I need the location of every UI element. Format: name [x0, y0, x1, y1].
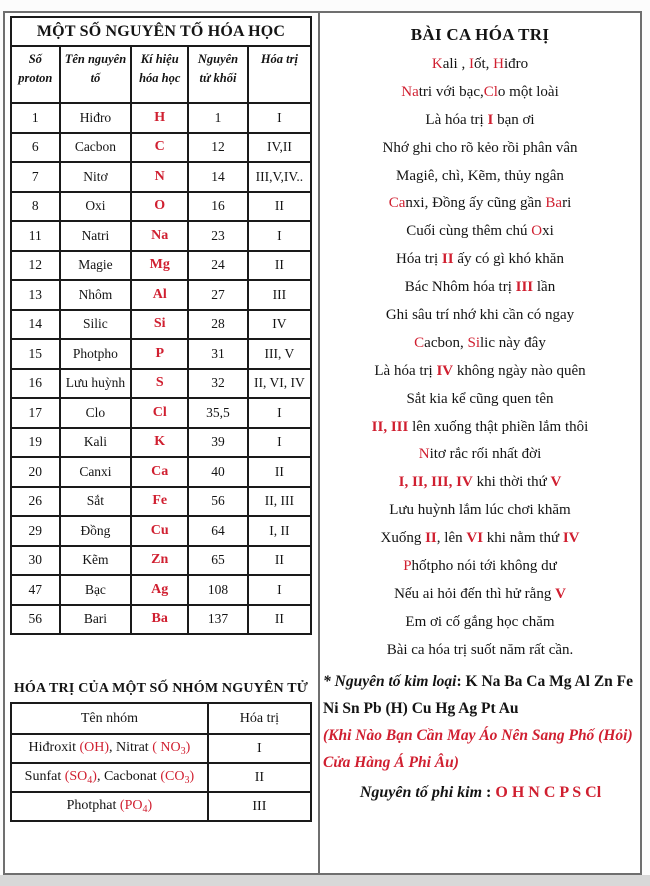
- text-segment: Nhớ ghi cho rõ kẻo rồi phân vân: [382, 139, 578, 156]
- name-cell: Nhôm: [60, 280, 132, 310]
- group-name-cell: [11, 763, 208, 792]
- column-header: Kí hiệu hóa học: [131, 46, 188, 103]
- groups-header-valence: Hóa trị: [208, 703, 311, 734]
- symbol-cell: Cu: [131, 516, 188, 546]
- element-row: [11, 398, 311, 428]
- text-segment: Lưu huỳnh lắm lúc chơi khăm: [389, 502, 571, 519]
- element-row: [11, 162, 311, 192]
- text-segment: nxi, Đồng ấy cũng gần: [405, 195, 546, 212]
- group-row: [11, 792, 311, 821]
- element-row: [11, 369, 311, 399]
- valence-cell: II: [248, 605, 311, 635]
- group-row: [11, 734, 311, 763]
- poem-line: [320, 525, 640, 553]
- name-cell: Natri: [60, 221, 132, 251]
- poem-line: [320, 637, 640, 665]
- text-segment: Ba: [545, 195, 563, 212]
- name-cell: Kẽm: [60, 546, 132, 576]
- valence-cell: I, II: [248, 516, 311, 546]
- symbol-cell: C: [131, 133, 188, 163]
- text-segment: o một loài: [497, 83, 559, 100]
- poem-line: [320, 246, 640, 274]
- poem-line: [320, 581, 640, 609]
- text-segment: II: [441, 251, 454, 268]
- text-segment: Sắt kia kể cũng quen tên: [406, 390, 554, 407]
- name-cell: Nitơ: [60, 162, 132, 192]
- text-segment: Xuống: [380, 530, 426, 547]
- text-segment: Sunfat: [24, 769, 65, 784]
- text-segment: ): [147, 798, 153, 813]
- text-segment: 4: [142, 804, 148, 815]
- poem-line: [320, 330, 640, 358]
- valence-cell: II, III: [248, 487, 311, 517]
- symbol-cell: O: [131, 192, 188, 222]
- text-segment: lic này đây: [480, 334, 546, 351]
- text-segment: ấy có gì khó khăn: [453, 251, 564, 268]
- mass-cell: 28: [188, 310, 248, 340]
- symbol-cell: Ca: [131, 457, 188, 487]
- proton-cell: 16: [11, 369, 60, 399]
- symbol-cell: Ba: [131, 605, 188, 635]
- valence-cell: I: [248, 398, 311, 428]
- column-header: Hóa trị: [248, 46, 311, 103]
- mass-cell: 65: [188, 546, 248, 576]
- metal-mnemonic: [320, 722, 640, 776]
- element-row: [11, 516, 311, 546]
- element-row: [11, 605, 311, 635]
- proton-cell: 56: [11, 605, 60, 635]
- text-segment: Photphat: [66, 798, 120, 813]
- mass-cell: 31: [188, 339, 248, 369]
- name-cell: Canxi: [60, 457, 132, 487]
- groups-table-header-row: [11, 703, 311, 734]
- elements-table-head: [11, 17, 311, 103]
- text-segment: 4: [87, 775, 93, 786]
- text-segment: III: [515, 279, 534, 296]
- valence-cell: I: [248, 221, 311, 251]
- element-row: [11, 280, 311, 310]
- valence-cell: II: [248, 457, 311, 487]
- group-valence-cell: I: [208, 734, 311, 763]
- elements-table-title: MỘT SỐ NGUYÊN TỐ HÓA HỌC: [11, 17, 311, 46]
- text-segment: II: [425, 530, 437, 547]
- poem-line: [320, 609, 640, 637]
- name-cell: Đồng: [60, 516, 132, 546]
- text-segment: I: [468, 56, 474, 72]
- symbol-cell: H: [131, 103, 188, 133]
- mass-cell: 35,5: [188, 398, 248, 428]
- group-name-cell: [11, 734, 208, 763]
- text-segment: , lên: [436, 530, 467, 547]
- element-row: [11, 133, 311, 163]
- mass-cell: 24: [188, 251, 248, 281]
- mass-cell: 40: [188, 457, 248, 487]
- valence-cell: IV,II: [248, 133, 311, 163]
- text-segment: K Na Ba Ca Mg Al Zn Fe Ni Sn Pb (H) Cu Hg Ag Pt Au: [323, 672, 634, 717]
- poem-title: BÀI CA HÓA TRỊ: [410, 25, 550, 44]
- document-frame: [3, 11, 642, 875]
- symbol-cell: P: [131, 339, 188, 369]
- valence-cell: I: [248, 575, 311, 605]
- name-cell: Oxi: [60, 192, 132, 222]
- text-segment: Là hóa trị: [425, 111, 488, 128]
- group-valence-cell: II: [208, 763, 311, 792]
- element-row: [11, 339, 311, 369]
- text-segment: (OH): [79, 740, 110, 755]
- mass-cell: 64: [188, 516, 248, 546]
- proton-cell: 30: [11, 546, 60, 576]
- valence-cell: II: [248, 192, 311, 222]
- name-cell: Clo: [60, 398, 132, 428]
- poem-line: [320, 386, 640, 414]
- proton-cell: 14: [11, 310, 60, 340]
- element-row: [11, 487, 311, 517]
- text-segment: ốt,: [473, 56, 494, 72]
- proton-cell: 26: [11, 487, 60, 517]
- group-row: [11, 763, 311, 792]
- text-segment: IV: [436, 362, 454, 379]
- valence-cell: II: [248, 546, 311, 576]
- poem-panel: [320, 13, 640, 873]
- element-row: [11, 428, 311, 458]
- text-segment: ): [189, 769, 195, 784]
- symbol-cell: Zn: [131, 546, 188, 576]
- elements-table: [10, 16, 312, 635]
- proton-cell: 8: [11, 192, 60, 222]
- text-segment: bạn ơi: [493, 111, 535, 128]
- poem-line: [320, 302, 640, 330]
- symbol-cell: Fe: [131, 487, 188, 517]
- text-segment: acbon,: [424, 334, 468, 351]
- text-segment: ri: [562, 195, 572, 212]
- text-segment: Cuối cùng thêm chú: [406, 223, 532, 240]
- poem-line: [320, 79, 640, 107]
- symbol-cell: K: [131, 428, 188, 458]
- text-segment: (CO: [160, 769, 185, 784]
- column-header: Tên nguyên tố: [60, 46, 132, 103]
- valence-cell: II: [248, 251, 311, 281]
- text-segment: O H N C P S Cl: [495, 783, 602, 801]
- text-segment: Hiđroxit: [28, 740, 80, 755]
- name-cell: Magie: [60, 251, 132, 281]
- valence-cell: IV: [248, 310, 311, 340]
- proton-cell: 11: [11, 221, 60, 251]
- poem-line: [320, 274, 640, 302]
- mass-cell: 12: [188, 133, 248, 163]
- poem-line: [320, 469, 640, 497]
- text-segment: I, II, III, IV: [398, 474, 473, 491]
- text-segment: Si: [467, 334, 481, 351]
- text-segment: không ngày nào quên: [453, 362, 586, 379]
- poem-line: [320, 358, 640, 386]
- text-segment: Hóa trị: [396, 251, 442, 268]
- text-segment: xi: [542, 223, 554, 240]
- name-cell: Bạc: [60, 575, 132, 605]
- element-row: [11, 310, 311, 340]
- poem-line: [320, 553, 640, 581]
- name-cell: Photpho: [60, 339, 132, 369]
- name-cell: Sắt: [60, 487, 132, 517]
- valence-cell: I: [248, 428, 311, 458]
- text-segment: khi thời thứ: [472, 474, 551, 491]
- text-segment: tri với bạc,: [418, 83, 484, 100]
- text-segment: VI: [466, 530, 484, 547]
- mass-cell: 1: [188, 103, 248, 133]
- text-segment: Ghi sâu trí nhớ khi cần có ngay: [385, 307, 575, 324]
- name-cell: Silic: [60, 310, 132, 340]
- element-row: [11, 251, 311, 281]
- poem-lines: [320, 51, 640, 665]
- text-segment: ali ,: [442, 56, 469, 72]
- proton-cell: 47: [11, 575, 60, 605]
- name-cell: Hiđro: [60, 103, 132, 133]
- proton-cell: 15: [11, 339, 60, 369]
- text-segment: Magiê, chì, Kẽm, thủy ngân: [396, 167, 564, 184]
- element-row: [11, 575, 311, 605]
- proton-cell: 19: [11, 428, 60, 458]
- name-cell: Lưu huỳnh: [60, 369, 132, 399]
- text-segment: C: [414, 334, 425, 351]
- text-segment: hốtpho nói tới không dư: [411, 558, 557, 575]
- poem-line: [320, 51, 640, 79]
- valence-cell: III, V: [248, 339, 311, 369]
- symbol-cell: Mg: [131, 251, 188, 281]
- text-segment: Na: [401, 83, 419, 100]
- poem-line: [320, 190, 640, 218]
- valence-cell: II, VI, IV: [248, 369, 311, 399]
- text-segment: iđro: [503, 56, 529, 72]
- proton-cell: 29: [11, 516, 60, 546]
- mass-cell: 108: [188, 575, 248, 605]
- mass-cell: 14: [188, 162, 248, 192]
- symbol-cell: Si: [131, 310, 188, 340]
- valence-cell: III: [248, 280, 311, 310]
- text-segment: itơ rắc rối nhất đời: [429, 446, 542, 463]
- poem-line: [320, 497, 640, 525]
- valence-cell: III,V,IV..: [248, 162, 311, 192]
- text-segment: H: [493, 56, 504, 72]
- text-segment: Nguyên tố phi kim: [359, 783, 483, 801]
- proton-cell: 7: [11, 162, 60, 192]
- symbol-cell: Al: [131, 280, 188, 310]
- text-segment: ): [92, 769, 97, 784]
- elements-table-body: [11, 103, 311, 634]
- text-segment: Là hóa trị: [374, 362, 437, 379]
- symbol-cell: Ag: [131, 575, 188, 605]
- text-segment: (Khi Nào Bạn Cần May Áo Nên Sang Phố (Hỏi) Cửa Hàng Á Phi Âu): [323, 726, 633, 771]
- symbol-cell: Na: [131, 221, 188, 251]
- groups-table-body: [11, 734, 311, 821]
- nonmetal-elements-note: [320, 779, 640, 806]
- name-cell: Bari: [60, 605, 132, 635]
- text-segment: K: [431, 56, 443, 72]
- proton-cell: 6: [11, 133, 60, 163]
- column-header: Số proton: [11, 46, 60, 103]
- text-segment: ): [185, 740, 191, 755]
- elements-table-header-row: [11, 46, 311, 103]
- elements-panel: [5, 13, 320, 873]
- text-segment: Ca: [388, 195, 406, 212]
- text-segment: Em ơi cố gắng học chăm: [405, 613, 555, 630]
- groups-table: [10, 702, 312, 822]
- element-row: [11, 192, 311, 222]
- groups-header-name: Tên nhóm: [11, 703, 208, 734]
- symbol-cell: S: [131, 369, 188, 399]
- poem-line: [320, 414, 640, 442]
- text-segment: 3: [184, 775, 190, 786]
- text-segment: I: [487, 111, 494, 128]
- text-segment: O: [531, 223, 543, 240]
- proton-cell: 13: [11, 280, 60, 310]
- mass-cell: 27: [188, 280, 248, 310]
- poem-line: [320, 163, 640, 191]
- text-segment: P: [403, 558, 412, 575]
- text-segment: (PO: [119, 798, 143, 813]
- element-row: [11, 457, 311, 487]
- mass-cell: 32: [188, 369, 248, 399]
- bottom-margin-strip: [0, 875, 650, 886]
- mass-cell: 23: [188, 221, 248, 251]
- group-valence-cell: III: [208, 792, 311, 821]
- text-segment: N: [418, 446, 430, 463]
- text-segment: khi nằm thứ: [483, 530, 563, 547]
- text-segment: lần: [533, 279, 556, 296]
- text-segment: Cl: [483, 83, 498, 100]
- proton-cell: 20: [11, 457, 60, 487]
- poem-line: [320, 218, 640, 246]
- text-segment: Bác Nhôm hóa trị: [404, 279, 516, 296]
- text-segment: IV: [562, 530, 580, 547]
- text-segment: V: [555, 585, 566, 602]
- text-segment: Nếu ai hỏi đến thì hử rằng: [394, 585, 556, 602]
- poem-line: [320, 135, 640, 163]
- mass-cell: 56: [188, 487, 248, 517]
- poem-line: [320, 441, 640, 469]
- text-segment: lên xuống thật phiền lắm thôi: [408, 418, 589, 435]
- column-header: Nguyên tử khối: [188, 46, 248, 103]
- groups-table-title: HÓA TRỊ CỦA MỘT SỐ NHÓM NGUYÊN TỬ: [13, 681, 309, 696]
- name-cell: Cacbon: [60, 133, 132, 163]
- text-segment: * Nguyên tố kim loại: [323, 672, 457, 690]
- element-row: [11, 546, 311, 576]
- symbol-cell: N: [131, 162, 188, 192]
- poem-line: [320, 107, 640, 135]
- mass-cell: 16: [188, 192, 248, 222]
- group-name-cell: [11, 792, 208, 821]
- proton-cell: 1: [11, 103, 60, 133]
- text-segment: Bài ca hóa trị suốt năm rất cần.: [386, 641, 574, 658]
- element-row: [11, 221, 311, 251]
- text-segment: , Cacbonat: [96, 769, 161, 784]
- text-segment: II, III: [371, 418, 409, 435]
- text-segment: 3: [180, 746, 186, 757]
- name-cell: Kali: [60, 428, 132, 458]
- mass-cell: 137: [188, 605, 248, 635]
- text-segment: V: [550, 474, 562, 491]
- text-segment: :: [482, 783, 496, 801]
- text-segment: (SO: [64, 769, 88, 784]
- element-row: [11, 103, 311, 133]
- text-segment: ( NO: [152, 740, 181, 755]
- proton-cell: 12: [11, 251, 60, 281]
- text-segment: , Nitrat: [109, 740, 153, 755]
- elements-table-title-row: [11, 17, 311, 46]
- mass-cell: 39: [188, 428, 248, 458]
- metal-elements-note: [320, 668, 640, 722]
- valence-cell: I: [248, 103, 311, 133]
- symbol-cell: Cl: [131, 398, 188, 428]
- proton-cell: 17: [11, 398, 60, 428]
- text-segment: :: [456, 672, 466, 690]
